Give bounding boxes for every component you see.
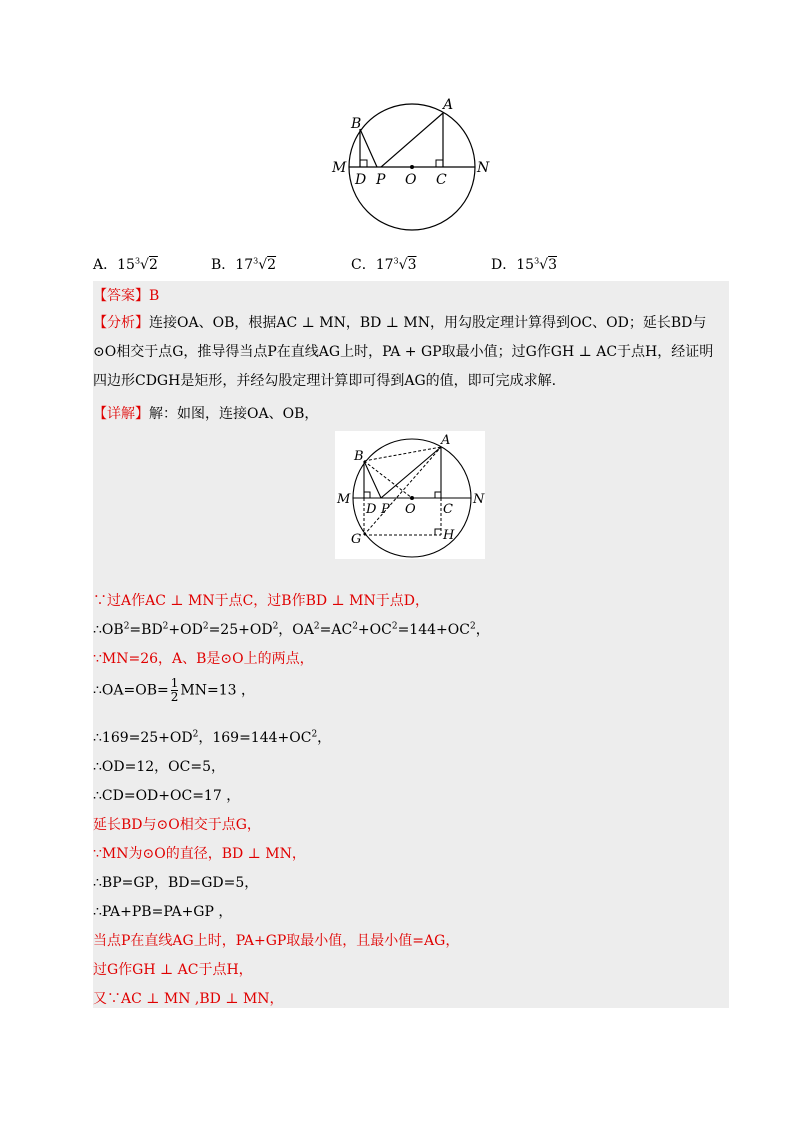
step-7: ∴CD=OD+OC=17 ，: [93, 788, 241, 804]
fig2-label-a: A: [441, 433, 451, 448]
step-1: ∵过A作AC ⊥ MN于点C，过B作BD ⊥ MN于点D，: [93, 593, 429, 609]
label-d: D: [355, 172, 367, 188]
fig2-label-n: N: [473, 492, 485, 507]
fig2-label-p: P: [381, 502, 390, 517]
option-a[interactable]: A．$15^3√2$: [93, 256, 158, 273]
solution-panel: [93, 281, 729, 1008]
step-10: ∴BP=GP，BD=GD=5，: [93, 875, 259, 891]
option-b[interactable]: B．$17^3√2$: [211, 256, 277, 273]
label-b: B: [351, 116, 362, 132]
geometry-figure-1: [330, 92, 500, 237]
step-14: 又∵AC ⊥ MN ,BD ⊥ MN，: [93, 991, 284, 1007]
fig2-label-h: H: [443, 528, 455, 543]
fig2-label-g: G: [351, 532, 362, 547]
step-4: ∴OA=OB= $\frac{1}{2}$ MN=13 ，: [93, 676, 255, 704]
step-12: 当点P在直线AG上时，PA+GP取最小值，且最小值=AG，: [93, 933, 460, 949]
label-o: O: [405, 172, 417, 188]
option-d[interactable]: D．$15^3√3$: [491, 256, 557, 273]
step-6: ∴OD=12，OC=5，: [93, 759, 225, 775]
detail-line: 【详解】解：如图，连接OA、OB，: [93, 406, 319, 422]
step-9: ∵MN为⊙O的直径，BD ⊥ MN，: [93, 846, 306, 862]
step-5: $\therefore 169=25+OD^2$，$169=144+OC^2$，: [93, 729, 332, 746]
fig2-label-c: C: [443, 502, 453, 517]
fig2-label-b: B: [354, 449, 364, 464]
step-2: $\therefore OB^2=BD^2+OD^2=25+OD^2$，$OA^2=AC^2+OC^2=144+OC^2$，: [93, 621, 490, 638]
label-a: A: [443, 97, 454, 113]
label-m: M: [332, 160, 347, 176]
fig2-label-o: O: [405, 502, 416, 517]
label-c: C: [436, 172, 447, 188]
label-n: N: [477, 160, 490, 176]
answer-options: [93, 254, 733, 276]
fig2-label-d: D: [366, 502, 377, 517]
answer-line: 【答案】B: [93, 288, 160, 304]
geometry-figure-2: [335, 431, 485, 559]
option-c[interactable]: C．$17^3√3$: [351, 256, 417, 273]
label-p: P: [376, 172, 386, 188]
step-8: 延长BD与⊙O相交于点G，: [93, 817, 261, 833]
step-3: ∵MN=26，A、B是⊙O上的两点，: [93, 651, 314, 667]
step-11: ∴PA+PB=PA+GP ，: [93, 904, 233, 920]
step-13: 过G作GH ⊥ AC于点H，: [93, 962, 253, 978]
fig2-label-m: M: [337, 492, 351, 507]
analysis-paragraph: 【分析】连接OA、OB，根据AC ⊥ MN，BD ⊥ MN，用勾股定理计算得到OC、OD；延长BD与⊙O相交于点G，推导得当点P在直线AG上时，PA + GP取最小值；过G作GH ⊥ AC于点H，经证明四边形CDGH是矩形，并经勾股定理计算即可得到AG的值，即可完成求解.: [93, 315, 714, 389]
